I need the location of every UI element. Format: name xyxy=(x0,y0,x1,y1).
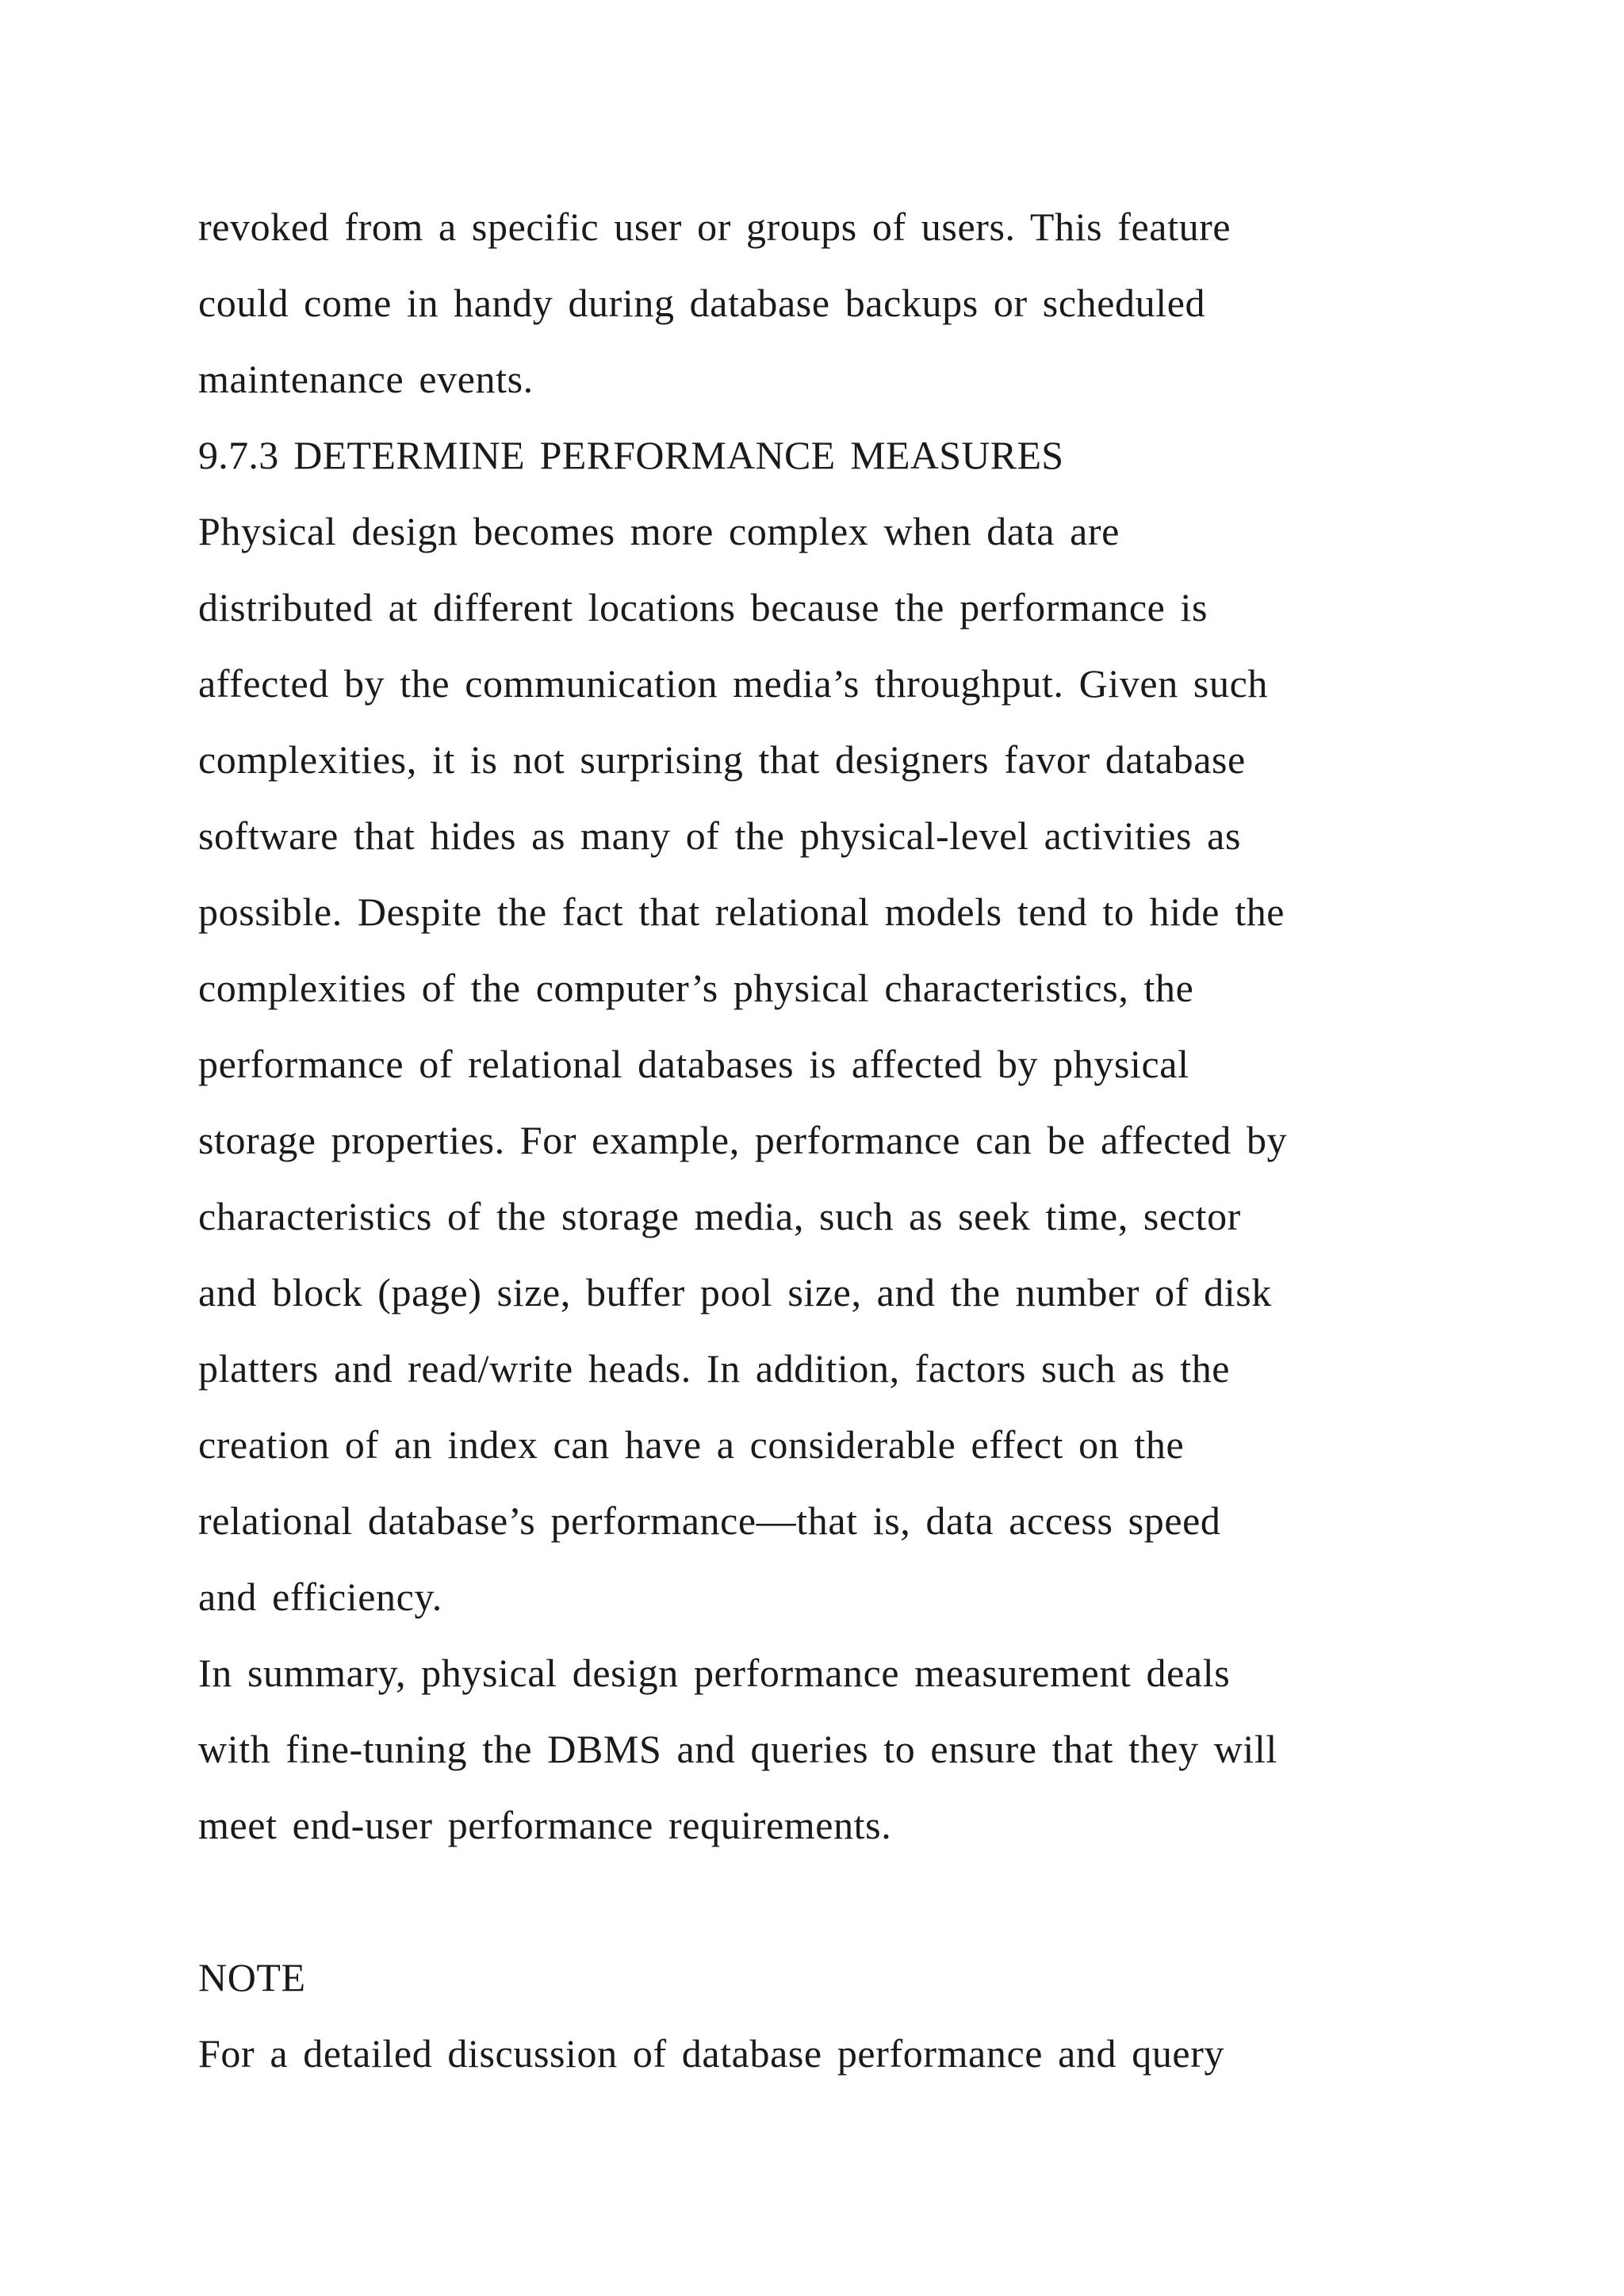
paragraph-line: complexities of the computer’s physical characteristics, the xyxy=(198,966,1194,1010)
intro-line: could come in handy during database backups or scheduled xyxy=(198,281,1206,325)
paragraph-line: and efficiency. xyxy=(198,1575,442,1619)
paragraph-line: possible. Despite the fact that relational models tend to hide the xyxy=(198,890,1285,934)
intro-line: maintenance events. xyxy=(198,357,534,401)
intro-line: revoked from a specific user or groups of users. This feature xyxy=(198,205,1231,249)
paragraph-line: characteristics of the storage media, such as seek time, sector xyxy=(198,1194,1241,1238)
summary-line: meet end-user performance requirements. xyxy=(198,1803,892,1847)
note-label: NOTE xyxy=(198,1955,306,1999)
summary-line: with fine-tuning the DBMS and queries to ensure that they will xyxy=(198,1727,1277,1771)
note-line: For a detailed discussion of database performance and query xyxy=(198,2031,1225,2076)
page-content xyxy=(198,189,1467,2091)
paragraph-line: complexities, it is not surprising that designers favor database xyxy=(198,737,1246,782)
blank-line xyxy=(198,1863,1467,1939)
paragraph-line: relational database’s performance—that is, data access speed xyxy=(198,1498,1221,1543)
summary-line: In summary, physical design performance measurement deals xyxy=(198,1651,1231,1695)
paragraph-line: performance of relational databases is affected by physical xyxy=(198,1042,1189,1086)
paragraph-line: distributed at different locations because the performance is xyxy=(198,585,1208,629)
paragraph-line: platters and read/write heads. In addition, factors such as the xyxy=(198,1346,1231,1391)
paragraph-line: storage properties. For example, performance can be affected by xyxy=(198,1118,1288,1162)
section-heading: 9.7.3 DETERMINE PERFORMANCE MEASURES xyxy=(198,433,1064,477)
paragraph-line: software that hides as many of the physical-level activities as xyxy=(198,813,1242,858)
paragraph-line: Physical design becomes more complex when data are xyxy=(198,509,1120,553)
paragraph-line: creation of an index can have a considerable effect on the xyxy=(198,1422,1185,1467)
paragraph-line: affected by the communication media’s throughput. Given such xyxy=(198,661,1268,706)
paragraph-line: and block (page) size, buffer pool size, and the number of disk xyxy=(198,1270,1272,1314)
